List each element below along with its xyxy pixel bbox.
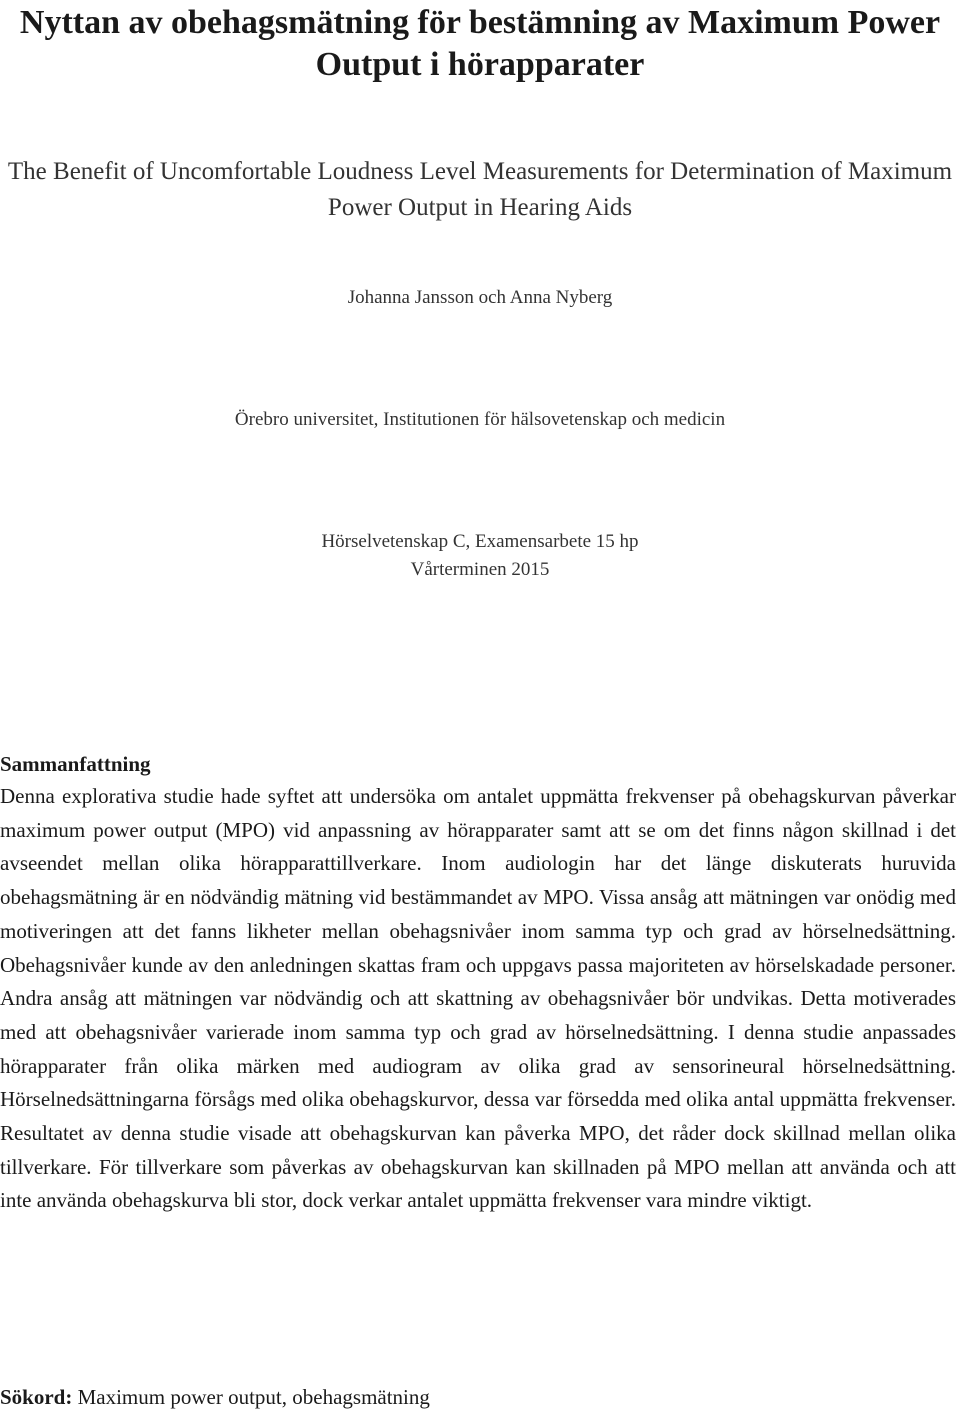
keywords-value: Maximum power output, obehagsmätning [72, 1385, 430, 1409]
course-line-2: Vårterminen 2015 [410, 559, 550, 580]
title-swedish: Nyttan av obehagsmätning för bestämning av Maximum Power Output i hörapparater [19, 4, 941, 83]
keywords-label: Sökord: [0, 1385, 73, 1409]
keywords [0, 1383, 430, 1411]
abstract-heading: Sammanfattning [0, 752, 151, 776]
course-line-1: Hörselvetenskap C, Examensarbete 15 hp [321, 531, 639, 552]
affiliation: Örebro universitet, Institutionen för hälsovetenskap och medicin [234, 409, 726, 430]
authors: Johanna Jansson och Anna Nyberg [347, 287, 613, 308]
abstract-body: Denna explorativa studie hade syftet att undersöka om antalet uppmätta frekvenser på obehagskurvan påverkar maximum power output (MPO) vid anpassning av hörapparater samt att se om det finns någon skillnad i det avseendet mellan olika hörapparattillverkare. Inom audiologin har det länge diskuterats huruvida obehagsmätning är en nödvändig mätning vid bestämmandet av MPO. Vissa ansåg att mätningen var onödig med motiveringen att det fanns likheter mellan obehagsnivåer inom samma typ och grad av hörselnedsättning. Obehagsnivåer kunde av den anledningen skattas fram och uppgavs passa majoriteten av hörselskadade personer. Andra ansåg att mätningen var nödvändig och att skattning av obehagsnivåer bör undvikas. Detta motiverades med att obehagsnivåer varierade inom samma typ och grad av hörselnedsättning. I denna studie anpassades hörapparater från olika märken med audiogram av olika grad av sensorineural hörselnedsättning. Hörselnedsättningarna försågs med olika obehagskurvor, dessa var försedda med olika antal uppmätta frekvenser. Resultatet av denna studie visade att obehagskurvan kan påverka MPO, det råder dock skillnad mellan olika tillverkare. För tillverkare som påverkas av obehagskurvan kan skillnaden på MPO mellan att använda och att inte använda obehagskurva bli stor, dock verkar antalet uppmätta frekvenser vara mindre viktigt. [0, 784, 956, 1213]
title-english: The Benefit of Uncomfortable Loudness Level Measurements for Determination of Maximum Power Output in Hearing Aids [7, 158, 953, 221]
course-info [0, 528, 960, 584]
